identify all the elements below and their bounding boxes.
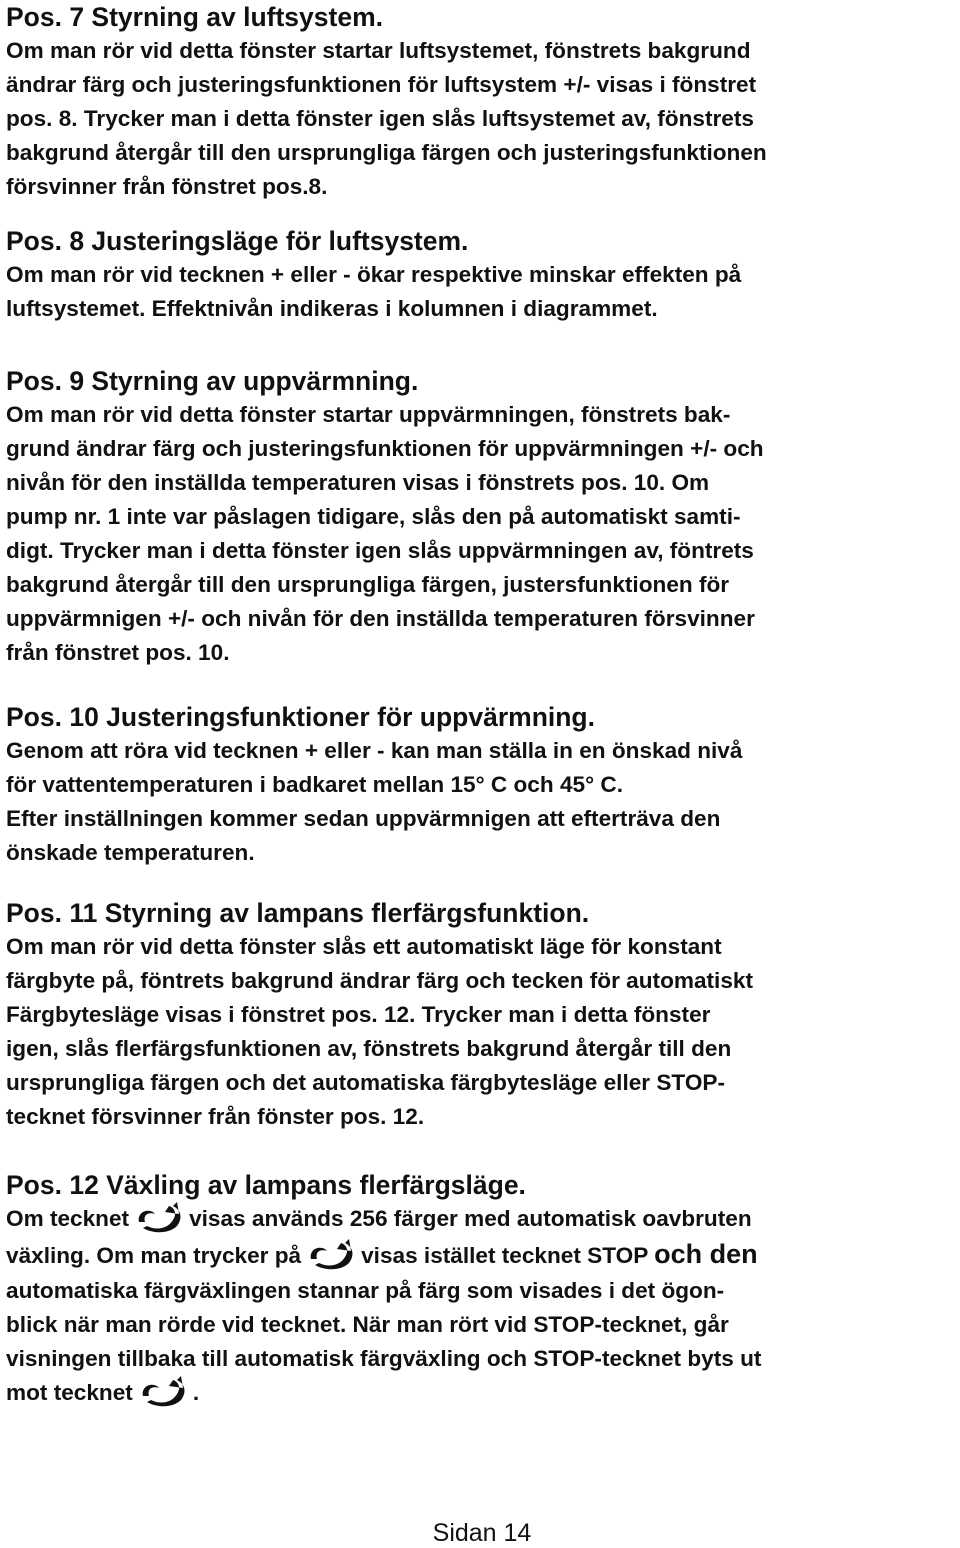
text-fragment: visas används 256 färger med automatisk oavbruten bbox=[189, 1206, 752, 1231]
text-line: Om man rör vid detta fönster slås ett automatiskt läge för konstant bbox=[6, 934, 722, 959]
text-line: uppvärmnigen +/- och nivån för den inställda temperaturen försvinner bbox=[6, 606, 755, 631]
heading-pos-9: Pos. 9 Styrning av uppvärmning. bbox=[6, 366, 419, 396]
text-line: grund ändrar färg och justeringsfunktionen för uppvärmningen +/- och bbox=[6, 436, 764, 461]
text-line: för vattentemperaturen i badkaret mellan 15° C och 45° C. bbox=[6, 772, 623, 797]
section-pos-7 bbox=[6, 0, 958, 204]
text-line: blick när man rörde vid tecknet. När man rört vid STOP-tecknet, går bbox=[6, 1312, 729, 1338]
section-pos-8 bbox=[6, 224, 958, 326]
text-line: ursprungliga färgen och det automatiska färgbytesläge eller STOP- bbox=[6, 1070, 725, 1095]
text-line: ändrar färg och justeringsfunktionen för luftsystem +/- visas i fönstret bbox=[6, 72, 757, 97]
heading-pos-12: Pos. 12 Växling av lampans flerfärgsläge. bbox=[6, 1170, 526, 1200]
section-pos-9 bbox=[6, 364, 958, 670]
text-line: önskade temperaturen. bbox=[6, 840, 255, 865]
color-cycle-icon bbox=[305, 1237, 357, 1271]
text-line: försvinner från fönstret pos.8. bbox=[6, 174, 328, 199]
section-pos-10 bbox=[6, 700, 958, 870]
heading-pos-10: Pos. 10 Justeringsfunktioner för uppvärmning. bbox=[6, 702, 595, 732]
color-cycle-icon bbox=[137, 1374, 189, 1408]
section-pos-11 bbox=[6, 896, 958, 1134]
text-line: pos. 8. Trycker man i detta fönster igen slås luftsystemet av, fönstrets bbox=[6, 106, 754, 131]
page-number: Sidan 14 bbox=[432, 1519, 532, 1547]
heading-pos-11: Pos. 11 Styrning av lampans flerfärgsfunktion. bbox=[6, 898, 590, 928]
text-line: Färgbytesläge visas i fönstret pos. 12. Trycker man i detta fönster bbox=[6, 1002, 711, 1027]
text-line bbox=[6, 1237, 958, 1274]
text-line: Genom att röra vid tecknen + eller - kan man ställa in en önskad nivå bbox=[6, 738, 743, 763]
body-pos-7 bbox=[6, 34, 958, 204]
text-line: nivån för den inställda temperaturen visas i fönstrets pos. 10. Om bbox=[6, 470, 710, 495]
text-line: Om man rör vid tecknen + eller - ökar respektive minskar effekten på bbox=[6, 262, 742, 287]
text-line: Om man rör vid detta fönster startar luftsystemet, fönstrets bakgrund bbox=[6, 38, 751, 63]
text-fragment: mot tecknet bbox=[6, 1380, 133, 1406]
text-line bbox=[6, 1376, 958, 1411]
text-line: pump nr. 1 inte var påslagen tidigare, slås den på automatiskt samti- bbox=[6, 504, 741, 529]
text-fragment: växling. Om man trycker på bbox=[6, 1243, 302, 1269]
text-fragment: visas istället tecknet STOP bbox=[361, 1243, 648, 1269]
page-footer bbox=[0, 1518, 960, 1548]
text-line: igen, slås flerfärgsfunktionen av, fönstrets bakgrund återgår till den bbox=[6, 1036, 732, 1061]
text-line: Om man rör vid detta fönster startar uppvärmningen, fönstrets bak- bbox=[6, 402, 731, 427]
text-fragment: Om tecknet bbox=[6, 1206, 130, 1231]
text-line: från fönstret pos. 10. bbox=[6, 640, 230, 665]
heading-pos-8: Pos. 8 Justeringsläge för luftsystem. bbox=[6, 226, 469, 256]
body-pos-11 bbox=[6, 930, 958, 1134]
text-line bbox=[6, 1202, 958, 1237]
text-line: visningen tillbaka till automatisk färgväxling och STOP-tecknet byts ut bbox=[6, 1346, 762, 1372]
body-pos-9 bbox=[6, 398, 958, 670]
text-line: bakgrund återgår till den ursprungliga färgen, justersfunktionen för bbox=[6, 572, 730, 597]
heading-pos-7: Pos. 7 Styrning av luftsystem. bbox=[6, 2, 384, 32]
section-pos-12 bbox=[6, 1168, 958, 1411]
color-cycle-icon bbox=[133, 1200, 185, 1234]
text-line: tecknet försvinner från fönster pos. 12. bbox=[6, 1104, 425, 1129]
text-fragment: . bbox=[192, 1380, 200, 1406]
body-pos-10 bbox=[6, 734, 958, 870]
text-line: Efter inställningen kommer sedan uppvärmnigen att efterträva den bbox=[6, 806, 721, 831]
body-pos-12 bbox=[6, 1202, 958, 1411]
text-line: luftsystemet. Effektnivån indikeras i kolumnen i diagrammet. bbox=[6, 296, 658, 321]
text-line: automatiska färgväxlingen stannar på färg som visades i det ögon- bbox=[6, 1278, 725, 1304]
text-fragment-large: och den bbox=[654, 1239, 758, 1270]
text-line: digt. Trycker man i detta fönster igen slås uppvärmningen av, föntrets bbox=[6, 538, 754, 563]
body-pos-8 bbox=[6, 258, 958, 326]
text-line: färgbyte på, föntrets bakgrund ändrar färg och tecken för automatiskt bbox=[6, 968, 753, 993]
text-line: bakgrund återgår till den ursprungliga färgen och justeringsfunktionen bbox=[6, 140, 767, 165]
